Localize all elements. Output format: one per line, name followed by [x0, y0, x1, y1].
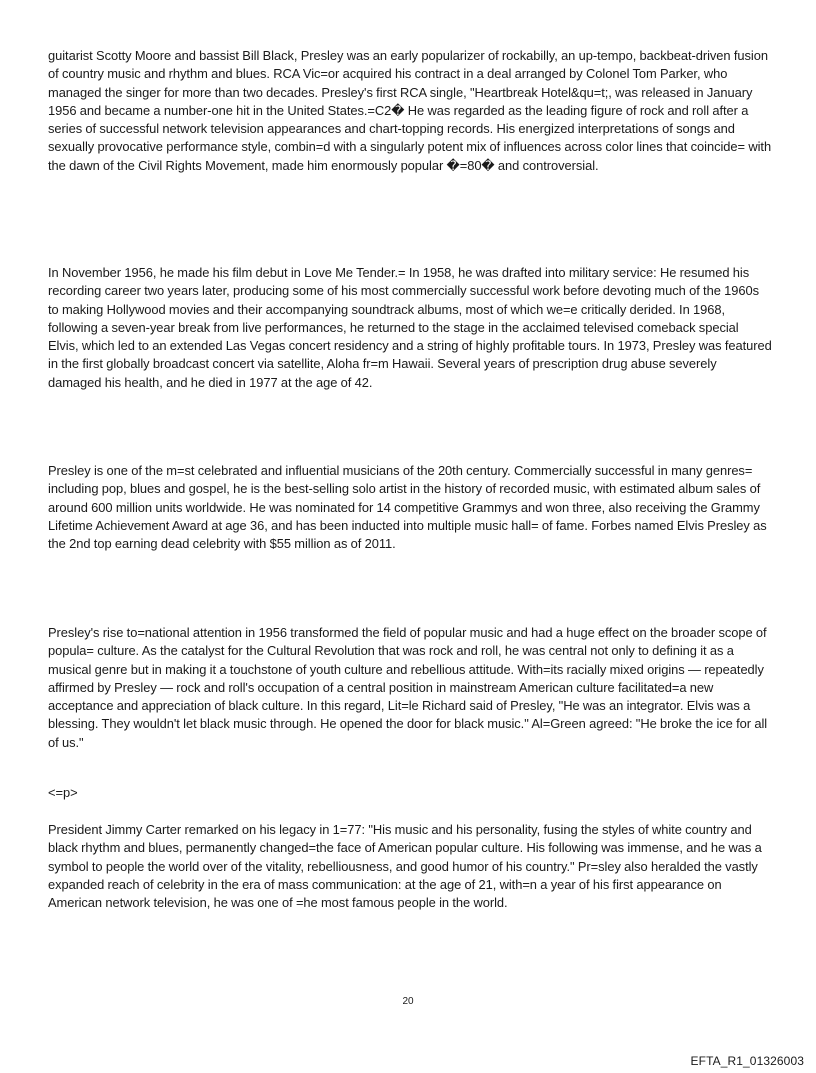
- document-id-stamp: EFTA_R1_01326003: [690, 1054, 804, 1068]
- paragraph-cultural-impact: Presley's rise to=national attention in 1956 transformed the field of popular music and had a huge effect on the broader scope of popula= culture. As the catalyst for the Cultural Revolution that was rock and roll, he was central not only to defining it as a musical genre but in making it a touchstone of youth culture and rebellious attitude. With=its racially mixed origins — repeatedly affirmed by Presley — rock and roll's occupation of a central position in mainstream American culture facilitated=a new acceptance and appreciation of black culture. In this regard, Lit=le Richard said of Presley, "He was an integrator. Elvis was a blessing. They wouldn't let black music through. He opened the door for black music." Al=Green agreed: "He broke the ice for all of us.": [48, 625, 768, 750]
- paragraph-legacy-sales: Presley is one of the m=st celebrated and influential musicians of the 20th century. Commercially successful in many genres= including pop, blues and gospel, he is the best-selling solo artist in the history of recorded music, with estimated album sales of around 600 million units worldwide. He was nominated for 14 competitive Grammys and won three, also receiving the Grammy Lifetime Achievement Award at age 36, and has been inducted into multiple music hall= of fame. Forbes named Elvis Presley as the 2nd top earning dead celebrity with $55 million as of 2011.: [48, 463, 767, 552]
- page-number: 20: [402, 996, 414, 1007]
- paragraph-film-career: In November 1956, he made his film debut in Love Me Tender.= In 1958, he was drafted into military service: He resumed his recording career two years later, producing some of his most commercially successful work before devoting much of the 1960s to making Hollywood movies and their accompanying soundtrack albums, most of which we=e critically derided. In 1968, following a seven-year break from live performances, he returned to the stage in the acclaimed televised comeback special Elvis, which led to an extended Las Vegas concert residency and a string of highly profitable tours. In 1973, Presley was featured in the first globally broadcast concert via satellite, Aloha fr=m Hawaii. Several years of prescription drug abuse severely damaged his health, and he died in 1977 at the age of 42.: [48, 265, 772, 390]
- paragraph-carter-quote: President Jimmy Carter remarked on his legacy in 1=77: "His music and his personality, fusing the styles of white country and black rhythm and blues, permanently changed=the face of American popular culture. His following was immense, and he was a symbol to people the world over of the vitality, rebelliousness, and good humor of his country." Pr=sley also heralded the vastly expanded reach of celebrity in the era of mass communication: at the age of 21, with=n a year of his first appearance on American network television, he was one of =he most famous people in the world.: [48, 822, 762, 911]
- paragraph-rockabilly: guitarist Scotty Moore and bassist Bill Black, Presley was an early popularizer of rockabilly, an up-tempo, backbeat-driven fusion of country music and rhythm and blues. RCA Vic=or acquired his contract in a deal arranged by Colonel Tom Parker, who managed the singer for more than two decades. Presley's first RCA single, "Heartbreak Hotel&qu=t;, was released in January 1956 and became a number-one hit in the United States.=C2� He was regarded as the leading figure of rock and roll after a series of successful network television appearances and chart-topping records. His energized interpretations of songs and sexually provocative performance style, combin=d with a singularly potent mix of influences across color lines that coincide= with the dawn of the Civil Rights Movement, made him enormously popular �=80� and controversial.: [48, 48, 772, 173]
- stray-markup-tag: <=p>: [48, 785, 78, 800]
